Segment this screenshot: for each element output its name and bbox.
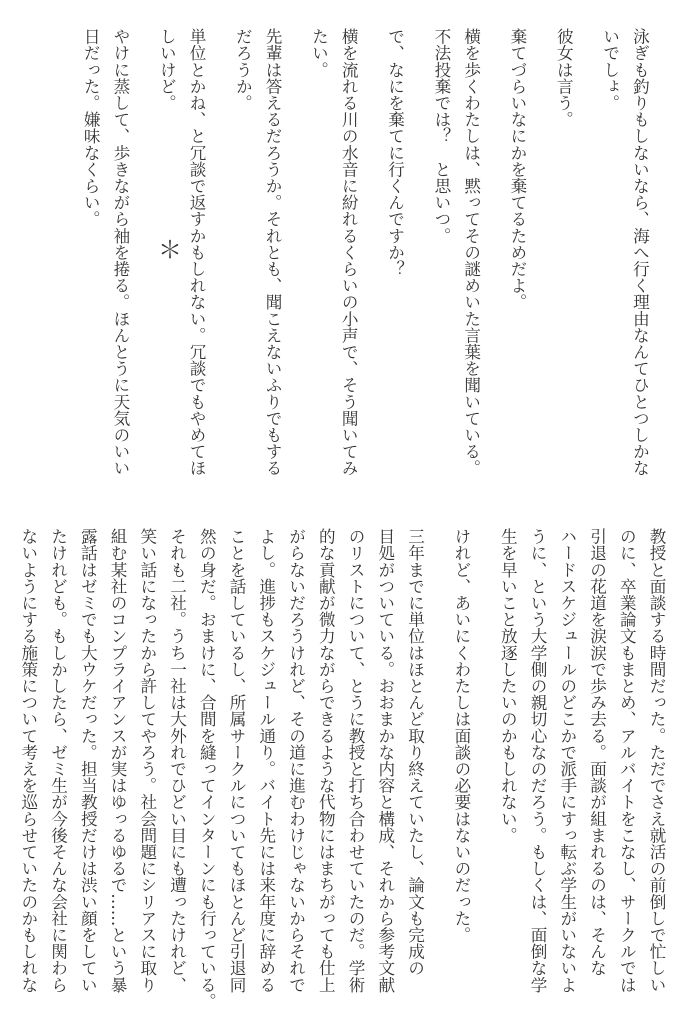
section-gap [16,28,46,480]
text-line: よし。進捗もスケジュール通り。バイト先には来年度に辞める [256,528,276,993]
text-line: 単位とかね、と冗談で返すかもしれない。冗談でもやめてほ [187,28,206,477]
text-line: 露話はゼミでも大ウケだった。担当教授だけは渋い顔をしてい [78,528,98,993]
text-line: 横を歩くわたしは、黙ってその謎めいた言葉を聞いている。 [461,28,481,477]
text-line: 日だった。嫌味なくらい。 [81,28,101,228]
text-line: たけれども。もしかしたら、ゼミ生が今後そんな会社に関わら [48,528,68,993]
text-line: 不法投棄では？ と思いつ。 [431,28,451,244]
section-separator-asterisk-icon: ＊ [158,236,182,264]
text-line: 目処がついている。おおまかな内容と構成、それから参考文献 [375,528,395,993]
text-line: 泳ぎも釣りもしないなら、海へ行く理由なんてひとつしかな [630,28,650,477]
upper-tier-text [0,28,671,480]
text-line: 横を流れる川の水音に紛れるくらいの小声で、そう聞いてみ [339,28,359,477]
text-line: 引退の花道を涙涙で歩み去る。面談が組まれるのは、そんな [587,528,607,977]
text-line: 然の身だ。おまけに、合間を縫ってインターンにも行っている。 [197,528,217,1010]
text-line: たい。 [309,28,329,78]
text-line: のリストについて、とうに教授と打ち合わせていたのだ。学術 [346,528,366,993]
lower-tier-text [13,528,671,1010]
text-line: ないようにする施策について考えを巡らせていたのかもしれな [18,528,38,993]
text-line: それも二社。うち一社は大外れでひどい目にも遭ったけれど、 [167,528,187,993]
text-line: しいけど。 [157,28,177,111]
text-line: のに、卒業論文もまとめ、アルバイトをこなし、サークルでは [617,528,637,993]
text-line: がらないだろうけれど、その道に進むわけじゃないからそれで [286,528,306,993]
text-line: いでしょ。 [600,28,620,111]
text-line: 笑い話になったから許してやろう。社会問題にシリアスに取り [137,528,157,993]
section-gap [46,28,76,480]
text-line: 教授と面談する時間だった。ただでさえ就活の前倒しで忙しい [647,528,666,993]
section-gap [0,28,16,480]
text-line: やけに蒸して、歩きながら袖を捲る。ほんとうに天気のいい [110,28,130,477]
text-line: 生を早いこと放逐したいのかもしれない。 [498,528,518,844]
text-line: 彼女は言う。 [554,28,574,128]
text-line: 組む某社のコンプライアンスが実はゆっるゆるで……という暴 [108,528,128,993]
text-line: 的な貢献が微力ながらできるような代物にはまちがっても仕上 [316,528,336,993]
text-line: 三年までに単位はほとんど取り終えていたし、論文も完成の [405,528,425,977]
text-line: ハードスケジュールのどこかで派手にすっ転ぶ学生がいないよ [557,528,577,993]
text-line: で、なにを棄てに行くんですか？ [385,28,405,277]
text-line: 棄てづらいなにかを棄てるためだよ。 [507,28,527,311]
text-line: うに、という大学側の親切心なのだろう。もしくは、面倒な学 [528,528,547,993]
text-line: 先輩は答えるだろうか。それとも、聞こえないふりでもする [263,28,283,477]
text-line: だろうか。 [233,28,253,111]
text-line: ことを話しているし、所属サークルについてもほとんど引退同 [227,528,247,993]
text-line: けれど、あいにくわたしは面談の必要はないのだった。 [451,528,471,943]
